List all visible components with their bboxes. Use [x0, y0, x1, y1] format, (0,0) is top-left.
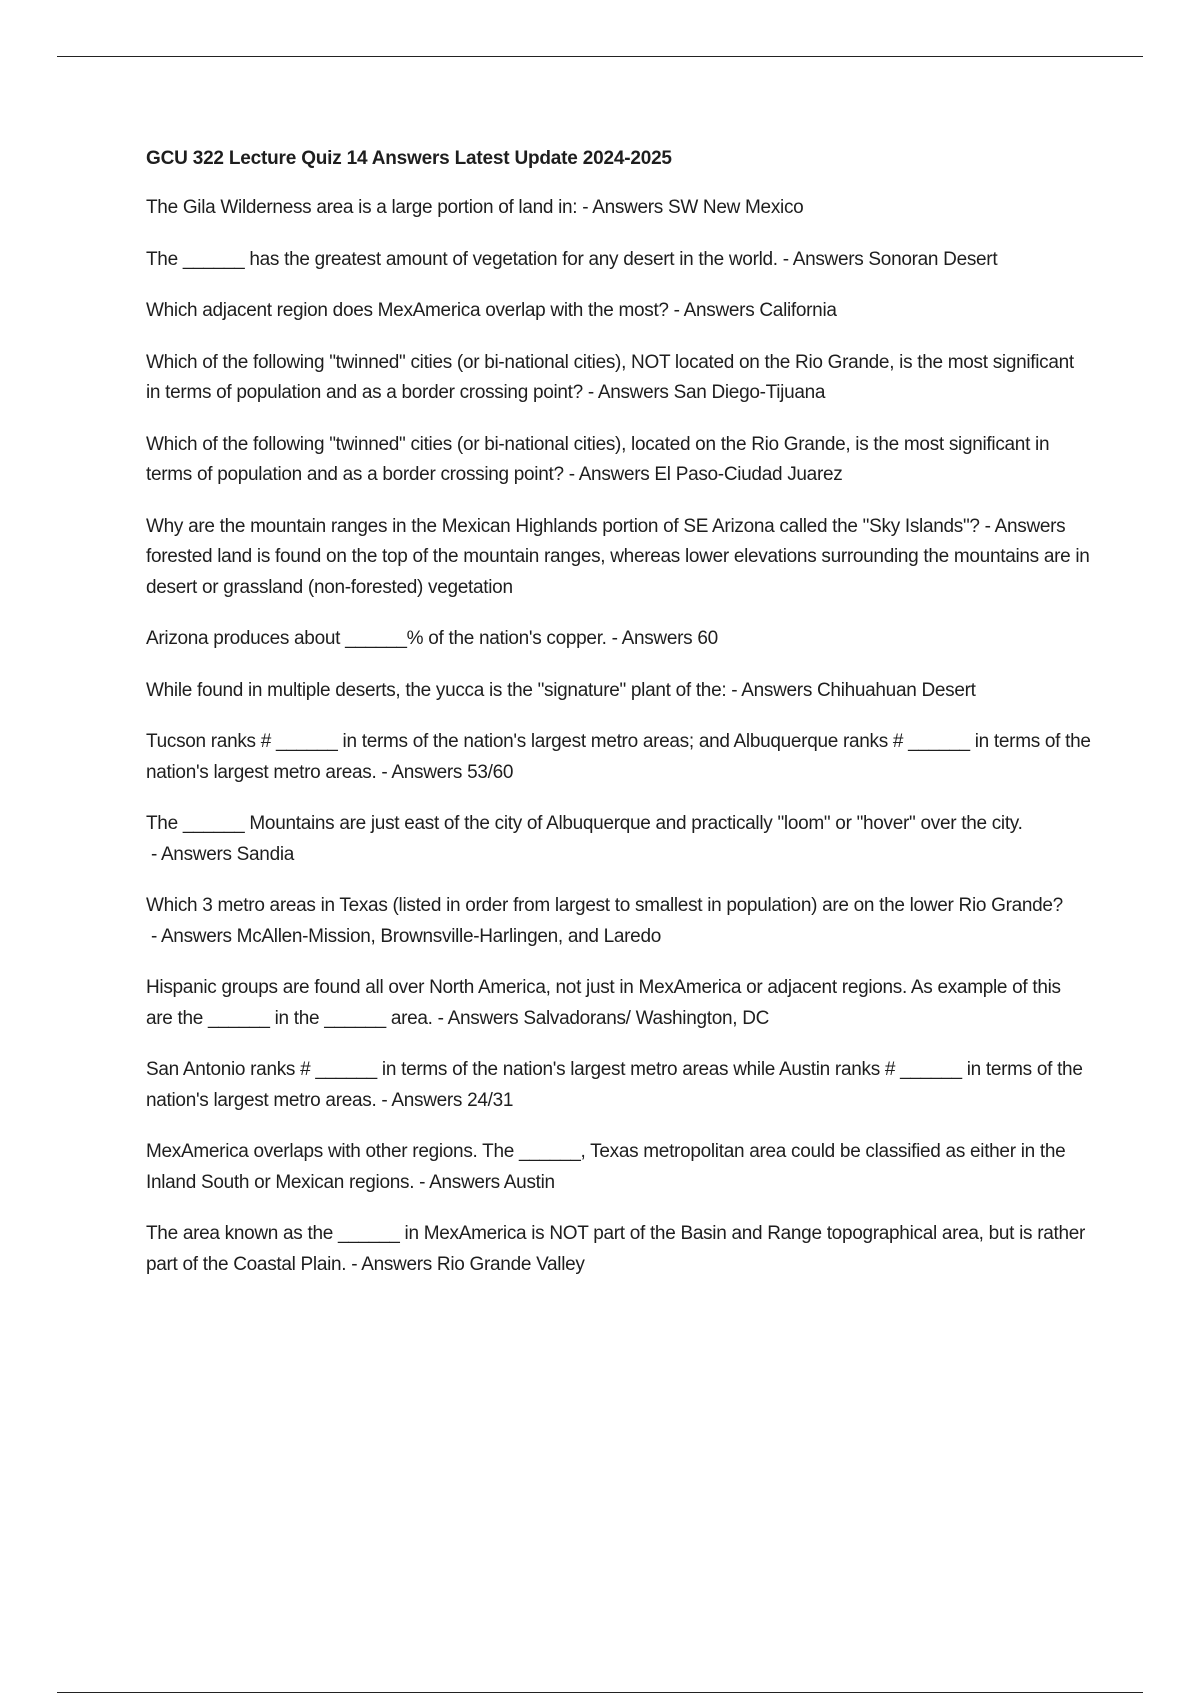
answer-text: Answers Sandia	[160, 843, 295, 865]
answer-text: Answers 24/31	[391, 1089, 514, 1111]
qa-separator: -	[146, 843, 161, 865]
qa-item	[146, 245, 1091, 276]
qa-item	[146, 348, 1091, 409]
question-text: The ______ has the greatest amount of vegetation for any desert in the world.	[146, 248, 778, 270]
qa-separator: -	[577, 197, 593, 218]
question-text: Hispanic groups are found all over North America, not just in MexAmerica or adjacent regions. As example of this are the ______ in the ______ area.	[146, 977, 1061, 1029]
qa-separator: -	[726, 679, 742, 701]
question-text: MexAmerica overlaps with other regions. The ______, Texas metropolitan area could be classified as either in the Inland South or Mexican regions.	[146, 1141, 1066, 1193]
document-body	[146, 145, 1091, 1301]
qa-separator: -	[376, 1089, 392, 1111]
qa-item	[146, 512, 1091, 604]
answer-text: Answers SW New Mexico	[592, 197, 804, 218]
qa-item	[146, 891, 1091, 952]
answer-text: Answers Austin	[429, 1171, 555, 1193]
answer-text: Answers California	[683, 300, 837, 321]
answer-text: Answers El Paso-Ciudad Juarez	[578, 464, 843, 485]
qa-item	[146, 973, 1091, 1034]
answer-text: Answers Salvadorans/ Washington, DC	[447, 1007, 770, 1029]
answer-text: Answers 53/60	[391, 761, 514, 783]
question-text: Which of the following "twinned" cities (or bi-national cities), located on the Rio Grande, is the most significant in terms of population and as a border crossing point?	[146, 433, 1050, 485]
answer-text: Answers San Diego-Tijuana	[597, 382, 826, 403]
answer-text: Answers 60	[621, 628, 718, 649]
qa-separator: -	[563, 464, 579, 485]
qa-separator: -	[376, 761, 392, 783]
question-text: Tucson ranks # ______ in terms of the nation's largest metro areas; and Albuquerque ranks # ______ in terms of the nation's largest metro areas.	[146, 731, 1091, 783]
qa-separator: -	[146, 925, 161, 947]
question-text: Arizona produces about ______% of the nation's copper.	[146, 628, 607, 649]
qa-item	[146, 193, 1091, 224]
qa-item	[146, 296, 1091, 327]
document-title: GCU 322 Lecture Quiz 14 Answers Latest Update 2024-2025	[146, 148, 672, 169]
question-text: Which 3 metro areas in Texas (listed in order from largest to smallest in population) are on the lower Rio Grande?	[146, 895, 1063, 916]
qa-separator: -	[346, 1253, 362, 1275]
qa-item	[146, 676, 1091, 707]
answer-text: Answers Rio Grande Valley	[361, 1253, 585, 1275]
qa-item	[146, 624, 1091, 655]
qa-separator: -	[432, 1007, 448, 1029]
answer-text: Answers forested land is found on the top of the mountain ranges, whereas lower elevations surrounding the mountains are in desert or grassland (non-forested) vegetation	[146, 515, 1090, 598]
qa-separator: -	[606, 628, 622, 649]
bottom-divider	[57, 1692, 1143, 1693]
qa-item	[146, 1055, 1091, 1116]
question-text: Why are the mountain ranges in the Mexican Highlands portion of SE Arizona called the "Sky Islands"?	[146, 515, 980, 537]
qa-separator: -	[668, 300, 684, 321]
answer-text: Answers McAllen-Mission, Brownsville-Harlingen, and Laredo	[160, 925, 661, 947]
question-text: Which of the following "twinned" cities (or bi-national cities), NOT located on the Rio Grande, is the most significant in terms of population and as a border crossing point?	[146, 351, 1074, 403]
question-text: The ______ Mountains are just east of the city of Albuquerque and practically "loom" or "hover" over the city.	[146, 813, 1023, 834]
qa-item	[146, 809, 1091, 870]
answer-text: Answers Chihuahuan Desert	[741, 679, 976, 701]
top-divider	[57, 56, 1143, 57]
qa-separator: -	[582, 382, 598, 403]
question-text: San Antonio ranks # ______ in terms of the nation's largest metro areas while Austin ranks # ______ in terms of the nation's largest metro areas.	[146, 1059, 1083, 1111]
question-text: Which adjacent region does MexAmerica overlap with the most?	[146, 300, 669, 321]
qa-separator: -	[979, 515, 995, 537]
qa-item	[146, 1137, 1091, 1198]
qa-item	[146, 1219, 1091, 1280]
qa-separator: -	[414, 1171, 430, 1193]
question-text: The area known as the ______ in MexAmerica is NOT part of the Basin and Range topographical area, but is rather part of the Coastal Plain.	[146, 1223, 1086, 1275]
qa-item	[146, 430, 1091, 491]
qa-item	[146, 727, 1091, 788]
answer-text: Answers Sonoran Desert	[792, 248, 998, 270]
question-text: While found in multiple deserts, the yucca is the "signature" plant of the:	[146, 679, 727, 701]
qa-separator: -	[777, 248, 793, 270]
question-text: The Gila Wilderness area is a large portion of land in:	[146, 197, 578, 218]
